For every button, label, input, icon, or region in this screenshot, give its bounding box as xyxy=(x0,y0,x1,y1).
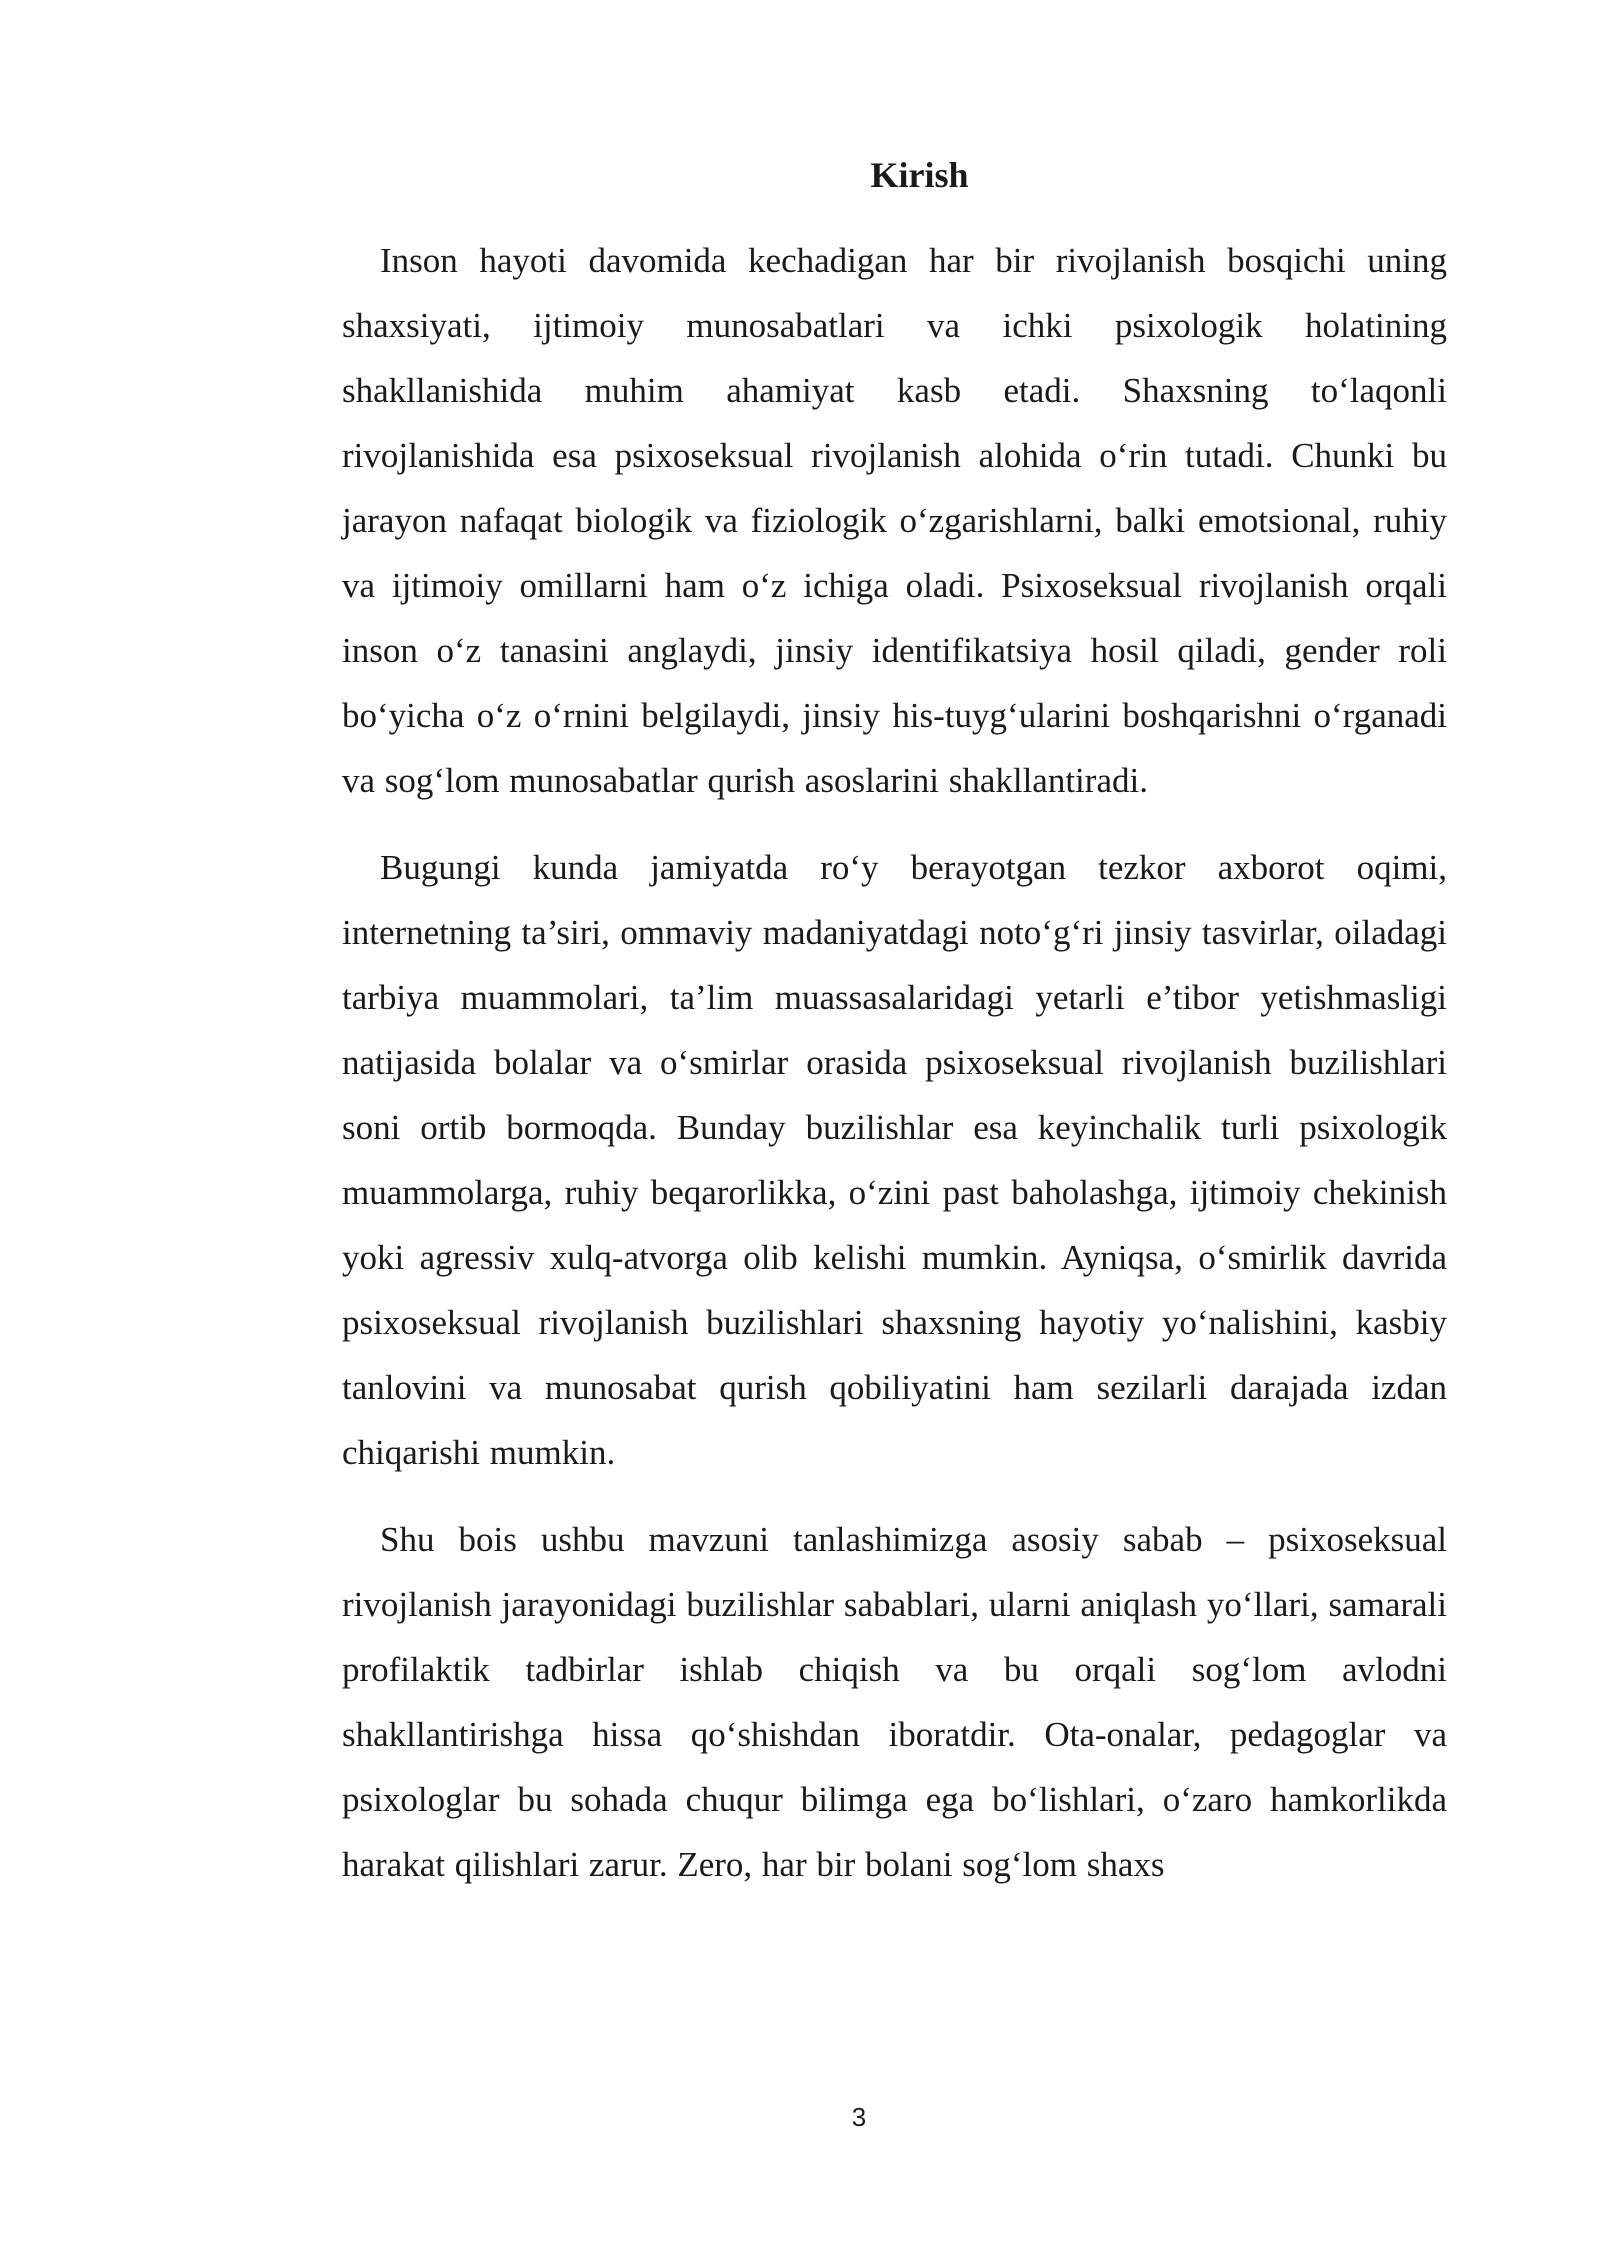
paragraph-1: Inson hayoti davomida kechadigan har bir rivojlanish bosqichi uning shaxsiyati, ijtimoiy munosabatlari va ichki psixologik holatining shakllanishida muhim ahamiyat kasb etadi. Shaxsning to‘laqonli rivojlanishida esa psixoseksual rivojlanish alohida o‘rin tutadi. Chunki bu jarayon nafaqat biologik va fiziologik o‘zgarishlarni, balki emotsional, ruhiy va ijtimoiy omillarni ham o‘z ichiga oladi. Psixoseksual rivojlanish orqali inson o‘z tanasini anglaydi, jinsiy identifikatsiya hosil qiladi, gender roli bo‘yicha o‘z o‘rnini belgilaydi, jinsiy his-tuyg‘ularini boshqarishni o‘rganadi va sog‘lom munosabatlar qurish asoslarini shakllantiradi. xyxy=(342,241,1447,800)
paragraph-3: Shu bois ushbu mavzuni tanlashimizga asosiy sabab – psixoseksual rivojlanish jarayonidagi buzilishlar sabablari, ularni aniqlash yo‘llari, samarali profilaktik tadbirlar ishlab chiqish va bu orqali sog‘lom avlodni shakllantirishga hissa qo‘shishdan iboratdir. Ota-onalar, pedagoglar va psixologlar bu sohada chuqur bilimga ega bo‘lishlari, o‘zaro hamkorlikda harakat qilishlari zarur. Zero, har bir bolani sog‘lom shaxs xyxy=(342,1520,1447,1884)
page-number: 3 xyxy=(851,2102,867,2132)
paragraph-2: Bugungi kunda jamiyatda ro‘y berayotgan tezkor axborot oqimi, internetning ta’siri, ommaviy madaniyatdagi noto‘g‘ri jinsiy tasvirlar, oiladagi tarbiya muammolari, ta’lim muassasalaridagi yetarli e’tibor yetishmasligi natijasida bolalar va o‘smirlar orasida psixoseksual rivojlanish buzilishlari soni ortib bormoqda. Bunday buzilishlar esa keyinchalik turli psixologik muammolarga, ruhiy beqarorlikka, o‘zini past baholashga, ijtimoiy chekinish yoki agressiv xulq-atvorga olib kelishi mumkin. Ayniqsa, o‘smirlik davrida psixoseksual rivojlanish buzilishlari shaxsning hayotiy yo‘nalishini, kasbiy tanlovini va munosabat qurish qobiliyatini ham sezilarli darajada izdan chiqarishi mumkin. xyxy=(342,848,1447,1472)
page-content xyxy=(342,150,1447,1919)
page-title: Kirish xyxy=(870,155,969,195)
